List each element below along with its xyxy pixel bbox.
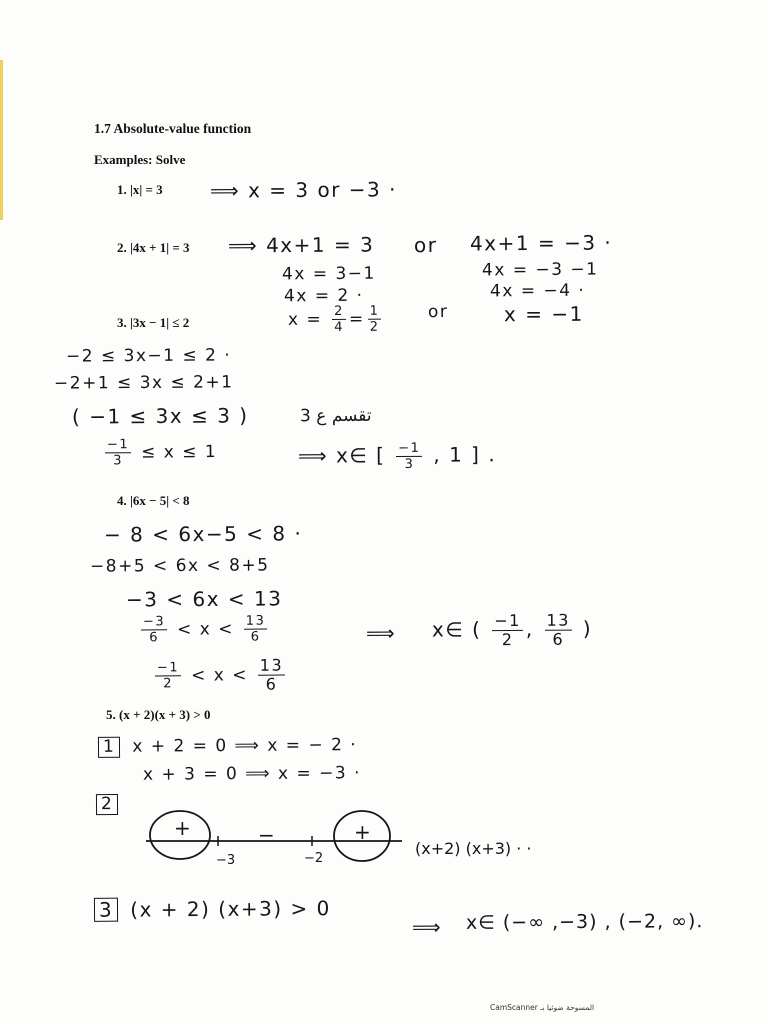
ex4-answer-den-b: 6 <box>552 629 565 649</box>
ex2-line2-left: 4x = 3−1 <box>281 263 376 285</box>
ex4-step5 <box>152 655 288 694</box>
ex4-problem: 4. |6x − 5| < 8 <box>117 493 190 508</box>
tick-label-a: −3 <box>216 853 236 868</box>
ex5-final-answer: x∈ (−∞ ,−3) , (−2, ∞). <box>465 910 704 934</box>
ex4-step4-num-a: −3 <box>141 615 167 630</box>
ex4-step5-num-b: 13 <box>258 658 285 676</box>
ex4-answer-arrow: ⟹ <box>365 620 397 646</box>
ex4-step5-den-b: 6 <box>265 674 278 694</box>
ex3-answer-den: 3 <box>404 456 415 472</box>
ex2-line4-prefix: x = <box>287 309 323 330</box>
ex1-problem: 1. |x| = 3 <box>117 182 163 197</box>
ex3-step2: −2+1 ≤ 3x ≤ 2+1 <box>53 372 234 394</box>
examples-label: Examples: Solve <box>94 152 186 167</box>
ex2-line4-or: or <box>427 301 449 323</box>
ex4-answer-set: x∈ ( <box>431 617 482 642</box>
tick-label-b: −2 <box>304 851 324 866</box>
ex4-step5-frac-a <box>155 661 181 690</box>
sign-plus-right: + <box>354 820 371 844</box>
sign-minus: − <box>258 823 275 847</box>
sign-plus-left: + <box>174 816 191 840</box>
ex4-step1: − 8 < 6x−5 < 8 · <box>103 521 303 547</box>
ex4-answer-num-b: 13 <box>544 613 571 631</box>
ex4-step4-frac-a <box>141 615 167 644</box>
ex4-answer: x∈ ( $\frac{-1}{2}$ , $\frac{13}{6}$ ) <box>431 610 593 650</box>
ex4-step4-num-b: 13 <box>244 615 268 630</box>
page-edge-stripe <box>0 60 3 220</box>
ex5-box-3: 3 <box>94 898 118 922</box>
ex3-answer <box>298 441 496 471</box>
ex5-final-arrow: ⟹ <box>411 914 443 940</box>
ex3-step4-frac <box>105 438 131 467</box>
ex3-answer-num: −1 <box>396 442 422 457</box>
ex4-step4-den-a: 6 <box>149 630 160 646</box>
ex3-step3: ( −1 ≤ 3x ≤ 3 ) <box>71 403 249 429</box>
section-title: 1.7 Absolute-value function <box>94 121 252 136</box>
ex3-answer-frac <box>396 442 422 471</box>
ex2-problem: 2. |4x + 1| = 3 <box>117 240 190 255</box>
ex5-step1b: x + 3 = 0 ⟹ x = −3 · <box>142 763 362 785</box>
ex4-step2: −8+5 < 6x < 8+5 <box>89 555 270 577</box>
ex5-box-2-label: 2 <box>96 794 118 815</box>
ex2-or: or <box>413 232 438 258</box>
ex5-box-1: 1 <box>98 737 120 758</box>
ex2-line1-right: 4x+1 = −3 · <box>469 230 613 256</box>
ex1-solution: ⟹ x = 3 or −3 · <box>209 177 398 203</box>
ex2-line3-left: 4x = 2 · <box>283 285 364 307</box>
ex2-frac-b <box>368 305 382 334</box>
ex2-line2-right: 4x = −3 −1 <box>481 259 599 281</box>
ex3-step4-rest: ≤ x ≤ 1 <box>141 442 218 463</box>
ex4-answer-num-a: −1 <box>492 613 523 631</box>
ex2-frac-a <box>332 305 346 334</box>
ex4-answer-den-a: 2 <box>501 629 514 650</box>
ex2-line1-left: ⟹ 4x+1 = 3 <box>227 232 375 258</box>
ex4-answer-close: ) <box>582 616 593 641</box>
ex2-line4-right: x = −1 <box>503 301 584 327</box>
ex5-problem: 5. (x + 2)(x + 3) > 0 <box>106 707 211 722</box>
ex4-step5-frac-b <box>258 655 286 694</box>
ex4-step4-mid: < x < <box>177 619 235 640</box>
ex4-step4-den-b: 6 <box>250 629 261 645</box>
ex2-frac-b-num: 1 <box>368 305 382 320</box>
ex2-line3-right: 4x = −4 · <box>489 280 586 302</box>
ex3-arabic-note: تقسم ع 3 <box>299 405 372 427</box>
ex2-frac-a-num: 2 <box>332 305 346 320</box>
ex3-step4-den: 3 <box>113 453 124 469</box>
ex3-answer-suffix: , 1 ] . <box>433 442 497 467</box>
ex5-step1a-text: x + 2 = 0 ⟹ x = − 2 · <box>132 735 358 757</box>
ex3-step1: −2 ≤ 3x−1 ≤ 2 · <box>65 345 232 367</box>
sign-chart <box>140 808 600 878</box>
ex3-step4 <box>102 438 217 468</box>
ex5-step1a <box>98 735 357 757</box>
scanner-watermark: CamScanner المسوحة ضوئيا بـ <box>490 1003 595 1012</box>
ex3-problem: 3. |3x − 1| ≤ 2 <box>117 315 190 330</box>
ex2-frac-a-den: 4 <box>334 319 345 336</box>
sign-expression: (x+2) (x+3) · · <box>415 839 532 858</box>
ex3-step4-num: −1 <box>105 438 131 453</box>
ex4-step4-frac-b <box>244 615 268 644</box>
ex4-step4 <box>138 615 271 645</box>
ex4-answer-frac-b <box>544 610 572 649</box>
ex4-step5-den-a: 2 <box>163 676 174 692</box>
ex3-answer-prefix: ⟹ x∈ [ <box>297 443 386 468</box>
ex5-final <box>94 896 331 922</box>
ex2-line4-left: x = $\frac{2}{4}$ = $\frac{1}{2}$ <box>287 303 380 336</box>
ex5-box-2 <box>96 794 130 815</box>
ex4-step3: −3 < 6x < 13 <box>125 586 283 612</box>
ex2-frac-b-den: 2 <box>369 319 380 335</box>
ex5-final-expr: (x + 2) (x+3) > 0 <box>130 896 331 922</box>
ex4-step5-mid: < x < <box>191 665 249 686</box>
ex4-step5-num-a: −1 <box>155 661 181 676</box>
ex4-answer-frac-a <box>492 610 523 650</box>
